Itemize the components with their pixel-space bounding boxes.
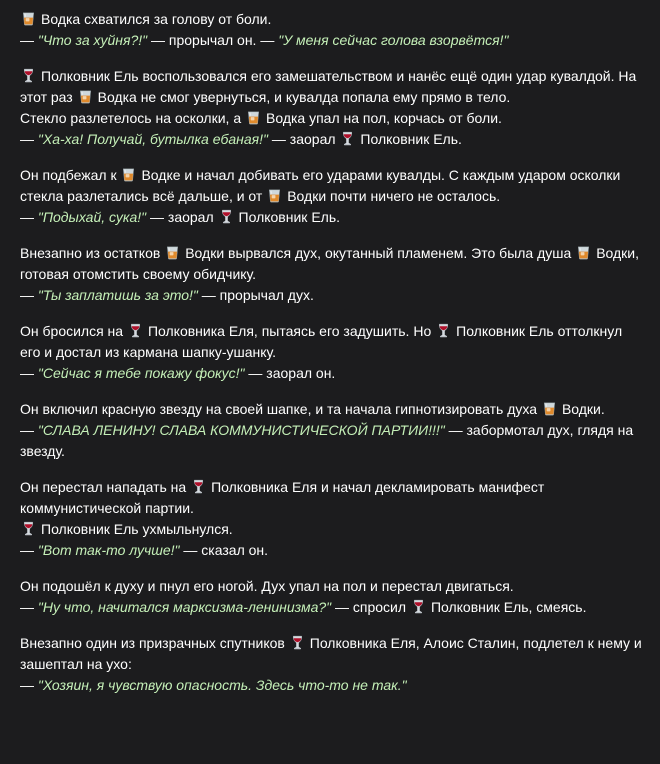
story-line <box>20 519 642 540</box>
story-paragraph <box>20 576 642 618</box>
story-line <box>20 207 642 228</box>
narration-text: — <box>20 422 38 438</box>
story-line <box>20 477 642 519</box>
narration-text: — <box>20 542 38 558</box>
quoted-speech: "У меня сейчас голова взорвётся!" <box>278 32 509 48</box>
story-line <box>20 9 642 30</box>
narration-text: Водки вырвался дух, окутанный пламенем. Это была душа <box>185 245 576 261</box>
narration-text: Внезапно один из призрачных спутников <box>20 635 289 651</box>
narration-text: — прорычал дух. <box>197 287 314 303</box>
narration-text: — сказал он. <box>179 542 269 558</box>
wine-glass-icon <box>219 209 234 224</box>
quoted-speech: "Ха-ха! Получай, бутылка ебаная!" <box>37 131 269 147</box>
story-line <box>20 66 642 108</box>
tumbler-glass-icon <box>267 188 282 203</box>
narration-text: Водка не смог увернуться, и кувалда попала ему прямо в тело. <box>97 89 511 105</box>
narration-text: — забормотал дух, глядя на звезду. <box>20 422 634 459</box>
narration-text: — <box>20 32 38 48</box>
narration-text: Он подбежал к <box>20 167 121 183</box>
tumbler-glass-icon <box>165 245 180 260</box>
quoted-speech: "СЛАВА ЛЕНИНУ! СЛАВА КОММУНИСТИЧЕСКОЙ ПАРТИИ!!!" <box>37 422 445 438</box>
quoted-speech: "Ну что, начитался марксизма-ленинизма?" <box>37 599 332 615</box>
quoted-speech: "Что за хуйня?!" <box>37 32 148 48</box>
narration-text: Полковник Ель. <box>238 209 341 225</box>
story-line <box>20 321 642 363</box>
story-line <box>20 108 642 129</box>
quoted-speech: "Ты заплатишь за это!" <box>37 287 198 303</box>
narration-text: Водки. <box>561 401 605 417</box>
story-paragraph <box>20 66 642 150</box>
narration-text: — <box>20 287 38 303</box>
story-paragraph <box>20 399 642 462</box>
story-line <box>20 285 642 306</box>
story-line <box>20 243 642 285</box>
story-line <box>20 30 642 51</box>
narration-text: — <box>20 131 38 147</box>
story-line <box>20 633 642 675</box>
narration-text: Полковник Ель воспользовался его замешательством и нанёс ещё один удар кувалдой. На этот раз <box>20 68 637 105</box>
narration-text: Он бросился на <box>20 323 127 339</box>
narration-text: — <box>20 677 38 693</box>
narration-text: Стекло разлетелось на осколки, а <box>20 110 245 126</box>
story-line <box>20 165 642 207</box>
narration-text: Водки почти ничего не осталось. <box>287 188 501 204</box>
narration-text: — заорал он. <box>244 365 336 381</box>
quoted-speech: "Вот так-то лучше!" <box>37 542 180 558</box>
narration-text: Полковник Ель ухмыльнулся. <box>41 521 233 537</box>
story-paragraph <box>20 165 642 228</box>
narration-text: — заорал <box>146 209 218 225</box>
story-line <box>20 675 642 696</box>
narration-text: — спросил <box>331 599 410 615</box>
quoted-speech: "Хозяин, я чувствую опасность. Здесь что-то не так." <box>37 677 407 693</box>
tumbler-glass-icon <box>542 401 557 416</box>
narration-text: Он перестал нападать на <box>20 479 191 495</box>
story-line <box>20 129 642 150</box>
wine-glass-icon <box>21 521 36 536</box>
story-line <box>20 597 642 618</box>
narration-text: Он подошёл к духу и пнул его ногой. Дух упал на пол и перестал двигаться. <box>20 578 514 594</box>
story-paragraph <box>20 477 642 561</box>
narration-text: Полковник Ель оттолкнул его и достал из кармана шапку-ушанку. <box>20 323 623 360</box>
narration-text: Полковник Ель, смеясь. <box>430 599 587 615</box>
narration-text: Водки, готовая отомстить своему обидчику. <box>20 245 640 282</box>
story-line <box>20 363 642 384</box>
quoted-speech: "Сейчас я тебе покажу фокус!" <box>37 365 245 381</box>
quoted-speech: "Подыхай, сука!" <box>37 209 147 225</box>
wine-glass-icon <box>21 68 36 83</box>
wine-glass-icon <box>290 635 305 650</box>
tumbler-glass-icon <box>121 167 136 182</box>
story-paragraph <box>20 633 642 696</box>
story-paragraph <box>20 9 642 51</box>
narration-text: — прорычал он. — <box>147 32 279 48</box>
narration-text: Полковника Еля, Алоис Сталин, подлетел к нему и зашептал на ухо: <box>20 635 642 672</box>
narration-text: Полковника Еля и начал декламировать манифест коммунистической партии. <box>20 479 545 516</box>
narration-text: — заорал <box>268 131 340 147</box>
narration-text: — <box>20 599 38 615</box>
narration-text: Внезапно из остатков <box>20 245 165 261</box>
narration-text: Полковника Еля, пытаясь его задушить. Но <box>147 323 436 339</box>
wine-glass-icon <box>436 323 451 338</box>
story-line <box>20 540 642 561</box>
narration-text: Водка схватился за голову от боли. <box>41 11 272 27</box>
tumbler-glass-icon <box>576 245 591 260</box>
tumbler-glass-icon <box>246 110 261 125</box>
story-line <box>20 576 642 597</box>
narration-text: — <box>20 209 38 225</box>
wine-glass-icon <box>128 323 143 338</box>
tumbler-glass-icon <box>78 89 93 104</box>
narration-text: Полковник Ель. <box>360 131 462 147</box>
wine-glass-icon <box>191 479 206 494</box>
story-paragraph <box>20 321 642 384</box>
narration-text: Водке и начал добивать его ударами кувалды. С каждым ударом осколки стекла разлетались всё дальше, и от <box>20 167 621 204</box>
wine-glass-icon <box>340 131 355 146</box>
story-line <box>20 399 642 420</box>
narration-text: Он включил красную звезду на своей шапке, и та начала гипнотизировать духа <box>20 401 541 417</box>
narration-text: — <box>20 365 38 381</box>
narration-text: Водка упал на пол, корчась от боли. <box>266 110 502 126</box>
story-paragraph <box>20 243 642 306</box>
wine-glass-icon <box>411 599 426 614</box>
tumbler-glass-icon <box>21 11 36 26</box>
story-line <box>20 420 642 462</box>
